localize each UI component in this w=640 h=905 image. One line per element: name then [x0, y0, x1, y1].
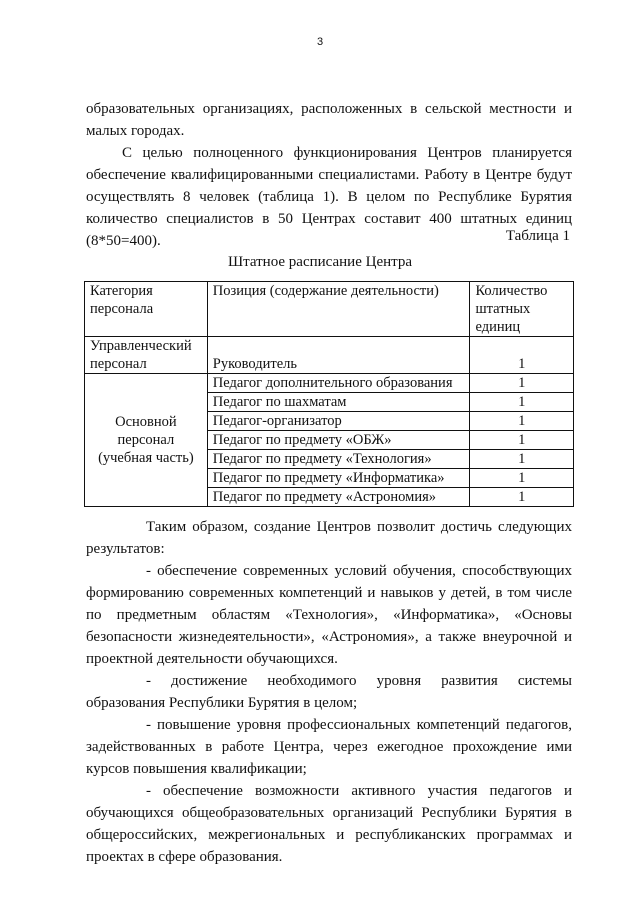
count-cell: 1 [470, 393, 574, 412]
table-caption: Таблица 1 [505, 228, 570, 244]
intro-paragraph-2: С целью полноценного функционирования Центров планируется обеспечение квалифицированными специалистами. Работу в Центре будут осуществлять 8 человек (таблица 1). В целом по Республике Бурятия количество специалистов в 50 Центрах составит 400 штатных единиц (8*50=400). [86, 145, 572, 249]
management-category: Управленческий персонал [85, 337, 208, 374]
page-number: 3 [316, 36, 324, 48]
table-title: Штатное расписание Центра [227, 254, 413, 270]
position-cell: Педагог по предмету «Астрономия» [207, 488, 470, 507]
position-cell: Педагог по шахматам [207, 393, 470, 412]
result-item: - достижение необходимого уровня развития системы образования Республики Бурятия в целом; [86, 673, 572, 711]
management-position: Руководитель [207, 337, 470, 374]
header-category: Категория персонала [85, 282, 208, 337]
results-lead: Таким образом, создание Центров позволит достичь следующих результатов: [86, 519, 572, 557]
table-header-row [85, 282, 574, 337]
management-count: 1 [470, 337, 574, 374]
result-item: - повышение уровня профессиональных компетенций педагогов, задействованных в работе Центра, через ежегодное прохождение ими курсов повышения квалификации; [86, 717, 572, 777]
count-cell: 1 [470, 469, 574, 488]
position-cell: Педагог по предмету «Технология» [207, 450, 470, 469]
count-cell: 1 [470, 374, 574, 393]
count-cell: 1 [470, 450, 574, 469]
position-cell: Педагог-организатор [207, 412, 470, 431]
count-cell: 1 [470, 488, 574, 507]
result-item: - обеспечение современных условий обучения, способствующих формированию современных компетенций и навыков у детей, в том числе по предметным областям «Технология», «Информатика», «Основы безопасности жизнедеятельности», «Астрономия», а также внеурочной и проектной деятельности обучающихся. [86, 563, 572, 667]
main-category: Основной персонал (учебная часть) [85, 374, 208, 507]
position-cell: Педагог дополнительного образования [207, 374, 470, 393]
result-item: - обеспечение возможности активного участия педагогов и обучающихся общеобразовательных организаций Республики Бурятия в общероссийских, межрегиональных и республиканских программах и проектах в сфере образования. [86, 783, 572, 865]
header-position: Позиция (содержание деятельности) [207, 282, 470, 337]
count-cell: 1 [470, 431, 574, 450]
position-cell: Педагог по предмету «Информатика» [207, 469, 470, 488]
table-row-management [85, 337, 574, 374]
intro-paragraph-1: образовательных организациях, расположенных в сельской местности и малых городах. [86, 101, 572, 139]
table-row [85, 374, 574, 393]
results-section [86, 516, 572, 868]
header-count: Количество штатных единиц [470, 282, 574, 337]
intro-section [86, 98, 572, 252]
position-cell: Педагог по предмету «ОБЖ» [207, 431, 470, 450]
staff-table [84, 281, 574, 507]
count-cell: 1 [470, 412, 574, 431]
